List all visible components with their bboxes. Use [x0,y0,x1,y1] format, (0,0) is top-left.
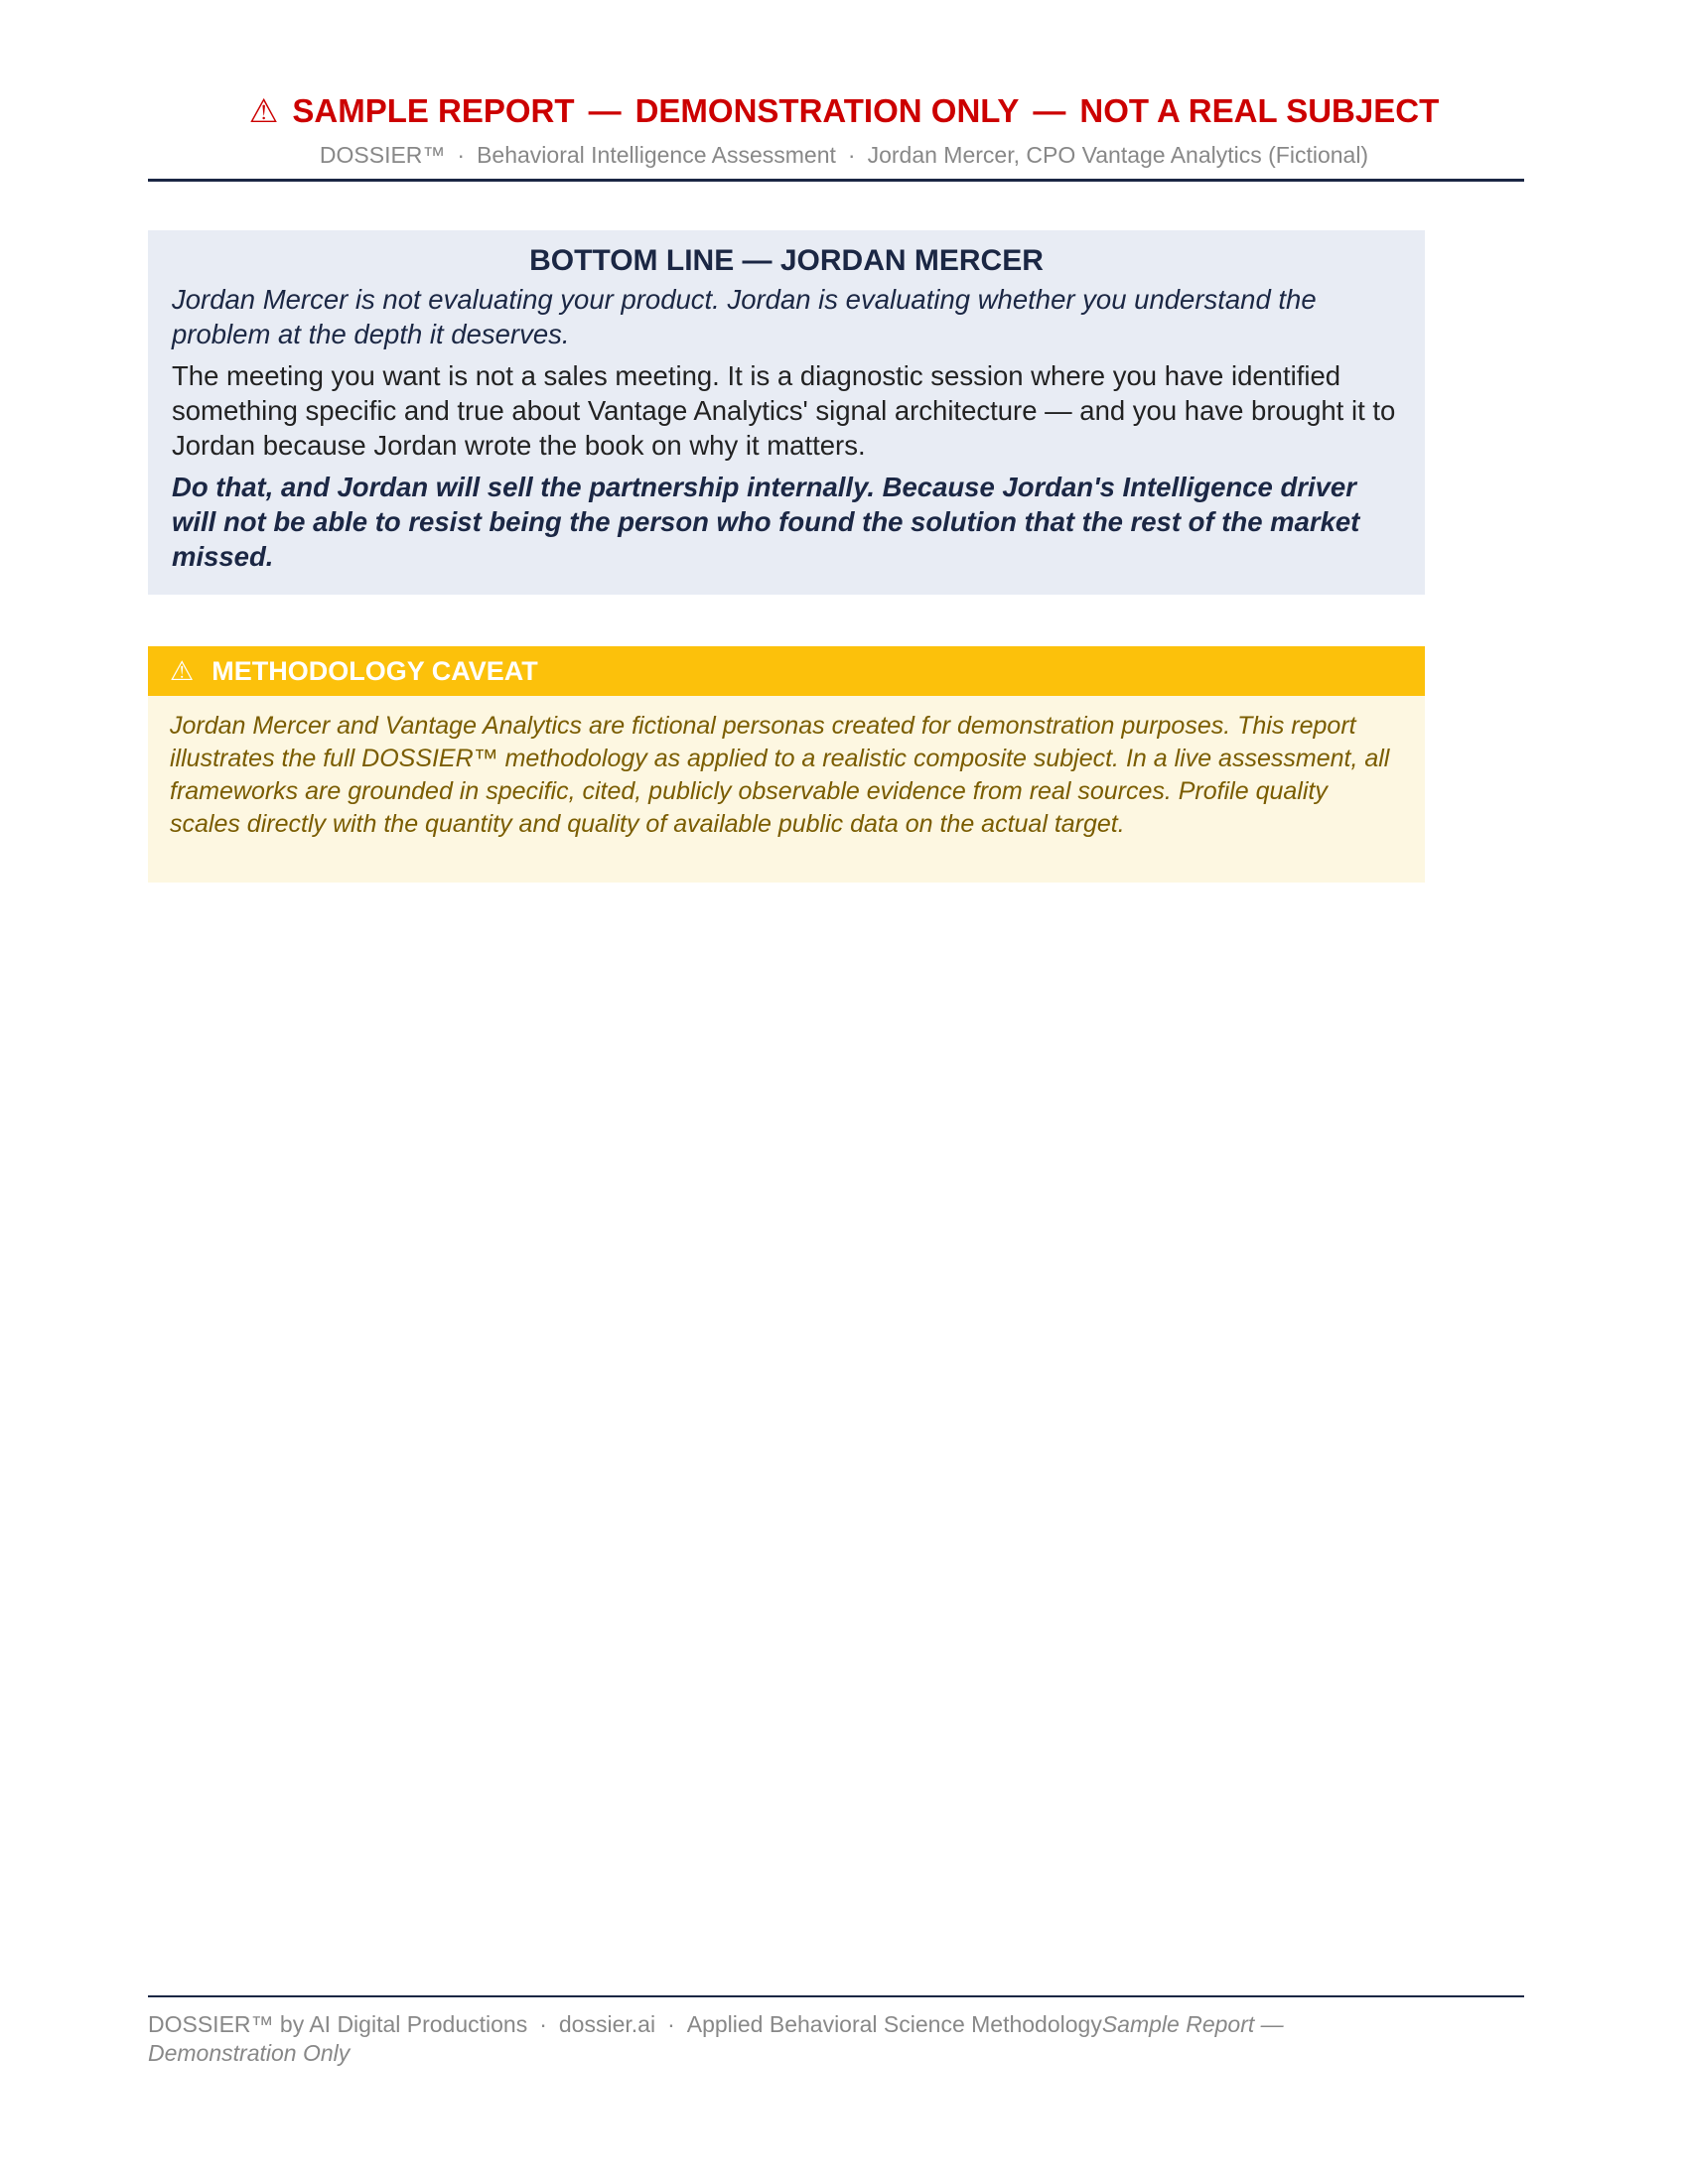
footer-link[interactable]: dossier.ai [558,2011,656,2037]
header-divider [148,179,1524,182]
separator: — [1033,92,1066,129]
bottom-line-body: The meeting you want is not a sales meeting. It is a diagnostic session where you have identified something specific and true about Vantage Analytics' signal architecture — and you have brought it to Jordan because Jordan wrote the book on why it matters. [172,360,1396,461]
footer [148,2010,1399,2068]
brand: DOSSIER™ [319,142,446,168]
separator: · [847,142,856,168]
banner-text: SAMPLE REPORT [292,92,575,129]
sample-report-banner [0,91,1688,130]
bottom-line-lead: Jordan Mercer is not evaluating your product. Jordan is evaluating whether you understand the problem at the depth it deserves. [172,284,1317,349]
footer-brand: DOSSIER™ by AI Digital Productions [148,2011,528,2037]
subject: Jordan Mercer, CPO Vantage Analytics (Fictional) [867,142,1369,168]
warning-triangle-icon: ⚠ [170,656,195,686]
caveat-title: METHODOLOGY CAVEAT [211,656,538,686]
footer-methodology: Applied Behavioral Science Methodology [686,2011,1102,2037]
separator: · [667,2011,675,2037]
caveat-text: Jordan Mercer and Vantage Analytics are fictional personas created for demonstration purposes. This report illustrates the full DOSSIER™ methodology as applied to a realistic composite subject. In a live assessment, all frameworks are grounded in specific, cited, publicly observable evidence from real sources. Profile quality scales directly with the quantity and quality of available public data on the actual target. [148,696,1425,883]
separator: · [539,2011,547,2037]
footer-divider [148,1995,1524,1997]
bottom-line-title: BOTTOM LINE — JORDAN MERCER [529,244,1044,277]
warning-triangle-icon: ⚠ [248,92,279,129]
bottom-line-box [148,230,1425,595]
footer-note: Sample Report — Demonstration Only [148,2011,1284,2066]
separator: · [457,142,466,168]
banner-text: DEMONSTRATION ONLY [634,92,1020,129]
separator: — [588,92,622,129]
report-subtitle [0,142,1688,169]
bottom-line-close: Do that, and Jordan will sell the partnership internally. Because Jordan's Intelligence driver will not be able to resist being the person who found the solution that the rest of the market missed. [172,472,1360,572]
banner-text: NOT A REAL SUBJECT [1079,92,1440,129]
report-type: Behavioral Intelligence Assessment [477,142,836,168]
caveat-header [148,646,1425,696]
